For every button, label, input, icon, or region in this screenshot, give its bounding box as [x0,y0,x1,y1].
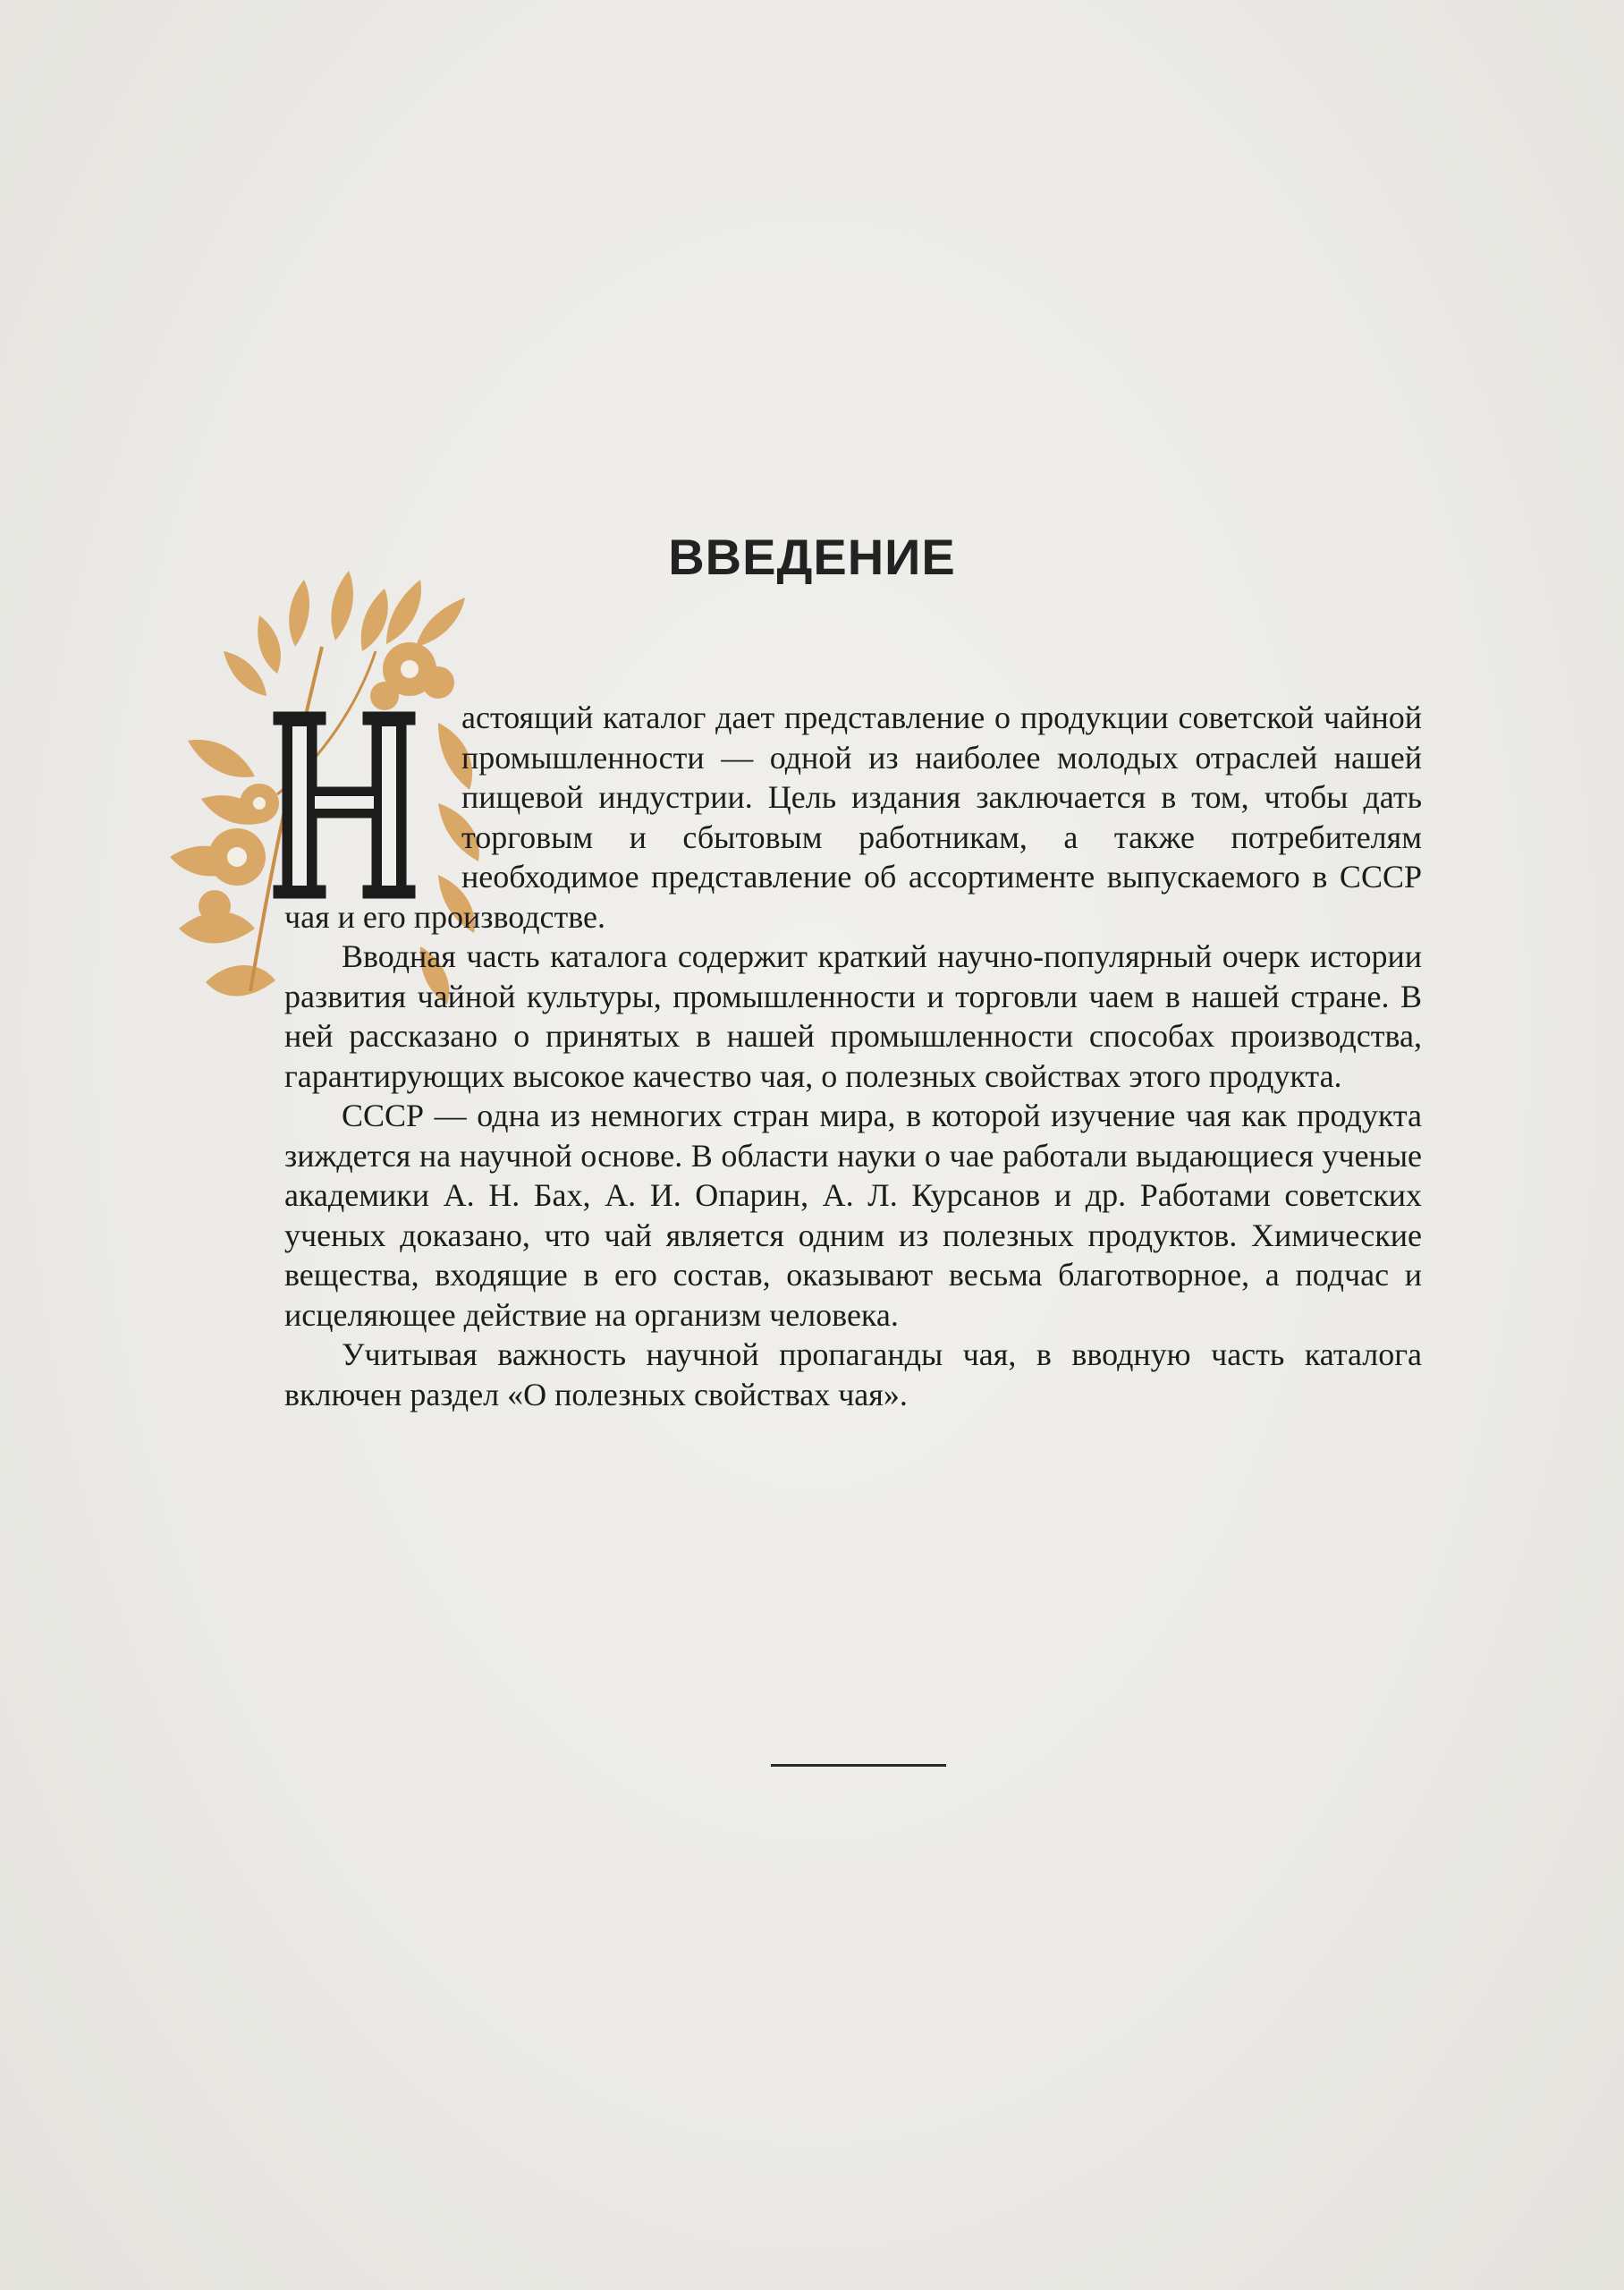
paragraph-3: СССР — одна из немногих стран мира, в которой изучение чая как продукта зиждется на научной основе. В области науки о чае работали выдающиеся ученые академики А. Н. Бах, А. И. Опарин, А. Л. Курсанов и др. Работами советских ученых доказано, что чай является одним из полезных продуктов. Химические вещества, входящие в его состав, оказывают весьма благотворное, а подчас и исцеляющее действие на организм человека. [284,1098,1422,1333]
paragraph-2: Вводная часть каталога содержит краткий научно-популярный очерк истории развития чайной культуры, промышленности и торговли чаем в нашей стране. В ней рассказано о принятых в нашей промышленности способах производства, гарантирующих высокое качество чая, о полезных свойствах этого продукта. [284,938,1422,1094]
page-title: ВВЕДЕНИЕ [668,529,956,585]
paragraph-4: Учитывая важность научной пропаганды чая, в вводную часть каталога включен раздел «О полезных свойствах чая». [284,1336,1422,1412]
introduction-body [284,698,1422,1414]
paragraph-1-text: астоящий каталог дает представление о продукции советской чайной промышленности — одной из наиболее молодых отраслей нашей пищевой индустрии. Цель издания заключается в том, чтобы дать торговым и сбытовым работникам, а также потребителям необходимое представление об ассортименте выпускаемого в СССР чая и его производстве. [284,700,1422,935]
dropcap-space [284,698,454,895]
end-divider [771,1764,946,1767]
paragraph-1 [284,698,1422,937]
